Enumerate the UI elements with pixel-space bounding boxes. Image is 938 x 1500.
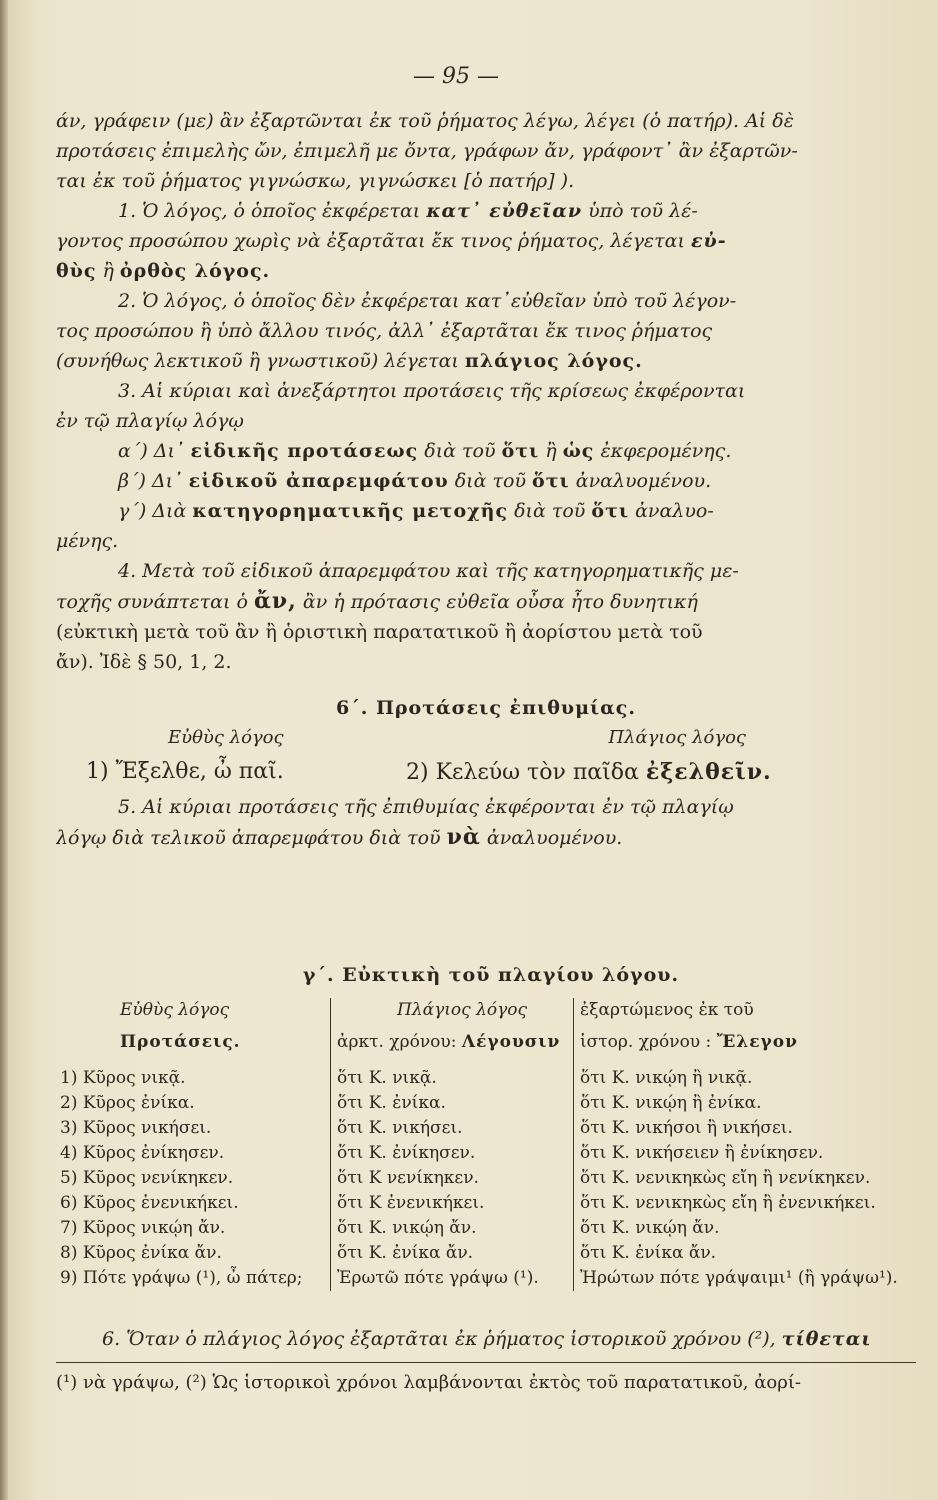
table-row: 6) Κῦρος ἐνενικήκει.	[60, 1193, 239, 1213]
table-columns	[56, 998, 926, 1291]
text-span: ἂν ἡ πρότασις εὐθεῖα οὖσα ἦτο δυνητική	[302, 591, 698, 613]
text-span: Πλάγιος λόγος	[397, 1000, 527, 1020]
table-row: ὅτι Κ ἐνενικήκει.	[337, 1193, 485, 1213]
text-span: διὰ τοῦ	[514, 500, 586, 522]
bold-term: Λέγουσιν	[461, 1032, 561, 1052]
text-span: ὑπὸ τοῦ λέ-	[588, 200, 698, 222]
text-span: ἀναλυο-	[635, 500, 714, 522]
text-span: λόγῳ διὰ τελικοῦ ἀπαρεμφάτου διὰ τοῦ	[56, 827, 441, 849]
text-line: ται ἐκ τοῦ ῥήματος γιγνώσκω, γιγνώσκει [ὁ πατήρ] ).	[56, 170, 575, 192]
bold-term: εὐ-	[690, 230, 727, 252]
bold-term: κατ᾿ εὐθεῖαν	[426, 200, 583, 222]
text-span: ἢ	[102, 260, 114, 282]
text-line: άν, γράφειν (με) ἂν ἐξαρτῶνται ἐκ τοῦ ῥήματος λέγω, λέγει (ὁ πατήρ). Αἱ δὲ	[56, 110, 794, 132]
column-primary-tense	[331, 998, 574, 1291]
text-line: προτάσεις ἐπιμελὴς ὤν, ἐπιμελῆ με ὄντα, γράφων ἄν, γράφοντ᾿ ἂν ἐξαρτῶν-	[56, 140, 798, 162]
table-row: ὅτι Κ. νενικηκὼς εἴη ἢ ἐνενικήκει.	[580, 1193, 876, 1213]
table-row: 1) Κῦρος νικᾷ.	[60, 1068, 186, 1088]
table-row: ὅτι Κ. νικήσοι ἢ νικήσει.	[580, 1118, 793, 1138]
table-row: 7) Κῦρος νικῴη ἄν.	[60, 1218, 226, 1238]
paragraph-4-line	[56, 586, 916, 617]
bold-term: ὅτι	[532, 470, 570, 492]
bold-term: τίθεται	[781, 1328, 872, 1350]
table-row: ὅτι Κ. ἐνίκησεν.	[337, 1143, 476, 1163]
bold-term: Ἔλεγον	[716, 1032, 798, 1052]
case-gamma	[56, 496, 916, 526]
table-row: 5) Κῦρος νενίκηκεν.	[60, 1168, 234, 1188]
column-subhead: Προτάσεις.	[120, 1032, 241, 1052]
paragraph-5-line: 5. Αἱ κύριαι προτάσεις τῆς ἐπιθυμίας ἐκφέρονται ἐν τῷ πλαγίῳ	[118, 796, 734, 818]
text-span: γ΄) Διὰ	[118, 500, 187, 522]
text-span: 6. Ὅταν ὁ πλάγιος λόγος ἐξαρτᾶται ἐκ ῥήματος ἱστορικοῦ χρόνου (²),	[102, 1328, 776, 1350]
column-subhead	[337, 1030, 573, 1066]
bold-term: θὺς	[56, 260, 97, 282]
example-right	[406, 757, 772, 788]
column-head: ἐξαρτώμενος ἐκ τοῦ	[580, 1000, 754, 1020]
head-left: Εὐθὺς λόγος	[168, 727, 284, 748]
text-span: 2) Κελεύω τὸν παῖδα	[406, 760, 639, 785]
column-head	[337, 998, 573, 1030]
paragraph-2-line: τος προσώπου ἢ ὑπὸ ἄλλου τινός, ἀλλ᾿ ἐξαρτᾶται ἔκ τινος ῥήματος	[56, 320, 713, 342]
text-span: (συνήθως λεκτικοῦ ἢ γνωστικοῦ) λέγεται	[56, 350, 459, 372]
paragraph-1-line	[56, 196, 916, 226]
paragraph-5-line	[56, 822, 916, 853]
bold-term: ὅτι	[591, 500, 630, 522]
page-number: — 95 —	[413, 64, 499, 89]
column-head: Εὐθὺς λόγος	[120, 1000, 230, 1020]
table-row: ὅτι Κ. νικᾷ.	[337, 1068, 437, 1088]
case-alpha	[56, 436, 916, 466]
text-span: διὰ τοῦ	[424, 440, 496, 462]
bold-term: εἰδικῆς προτάσεως	[190, 440, 419, 462]
table-row: ὅτι Κ. νικῴη ἢ νικᾷ.	[580, 1068, 753, 1088]
paragraph-3-line: 3. Αἱ κύριαι καὶ ἀνεξάρτητοι προτάσεις τῆς κρίσεως ἐκφέρονται	[118, 380, 746, 402]
table-row: ὅτι Κ. ἐνίκα ἄν.	[580, 1243, 717, 1263]
paragraph-4-line: ἄν). Ἰδὲ § 50, 1, 2.	[56, 651, 232, 673]
optative-table	[56, 964, 926, 1291]
section-b-title: 6΄. Προτάσεις ἐπιθυμίας.	[336, 697, 636, 719]
table-row: ὅτι Κ. ἐνίκα ἄν.	[337, 1243, 474, 1263]
bold-term: ὀρθὸς λόγος.	[119, 260, 271, 282]
table-row: 3) Κῦρος νικήσει.	[60, 1118, 212, 1138]
main-text	[56, 62, 916, 853]
text-span: β΄) Δι᾿	[118, 470, 183, 492]
text-span: ἀναλυομένου.	[486, 827, 623, 849]
paragraph-1-line	[56, 256, 916, 286]
paragraph-1-line	[56, 226, 916, 256]
bold-term: ἐξελθεῖν.	[645, 759, 772, 785]
case-gamma-cont: μένης.	[56, 530, 119, 552]
paragraph-4-line: (εὐκτικὴ μετὰ τοῦ ἂν ἢ ὁριστικὴ παρατατικοῦ ἢ ἀορίστου μετὰ τοῦ	[56, 621, 703, 643]
head-right: Πλάγιος λόγος	[608, 727, 746, 748]
column-historic-tense	[574, 998, 920, 1291]
text-span: ἐκφερομένης.	[600, 440, 732, 462]
table-row: Ἠρώτων πότε γράψαιμι¹ (ἢ γράψω¹).	[580, 1268, 898, 1288]
paragraph-4-line: 4. Μετὰ τοῦ εἰδικοῦ ἀπαρεμφάτου καὶ τῆς κατηγορηματικῆς με-	[118, 560, 739, 582]
table-row: ὅτι Κ. νικήσει.	[337, 1118, 463, 1138]
table-row: ὅτι Κ. νικῴη ἄν.	[580, 1218, 720, 1238]
table-row: ὅτι Κ. νικῴη ἄν.	[337, 1218, 477, 1238]
paragraph-2-line: 2. Ὁ λόγος, ὁ ὁποῖος δὲν ἐκφέρεται κατ᾿εὐθεῖαν ὑπὸ τοῦ λέγον-	[118, 290, 737, 312]
bold-term: ὅτι	[501, 440, 540, 462]
example-row	[56, 757, 916, 788]
text-span: ἱστορ. χρόνου :	[580, 1032, 712, 1052]
paragraph-6-line	[56, 1324, 926, 1354]
table-row: 9) Πότε γράψω (¹), ὦ πάτερ;	[60, 1268, 303, 1288]
table-row: 8) Κῦρος ἐνίκα ἄν.	[60, 1243, 222, 1263]
text-span: τοχῆς συνάπτεται ὁ	[56, 591, 248, 613]
paragraph-3-line: ἐν τῷ πλαγίῳ λόγῳ	[56, 410, 244, 432]
section-c-title: γ΄. Εὐκτικὴ τοῦ πλαγίου λόγου.	[302, 964, 680, 986]
paragraph-2-line	[56, 346, 916, 376]
bold-term: ἄν,	[253, 588, 297, 614]
table-row: Ἐρωτῶ πότε γράψω (¹).	[337, 1268, 539, 1288]
table-row: ὅτι Κ. νικήσειεν ἢ ἐνίκησεν.	[580, 1143, 824, 1163]
table-row: ὅτι Κ. ἐνίκα.	[337, 1093, 446, 1113]
table-row: ὅτι Κ νενίκηκεν.	[337, 1168, 479, 1188]
example-left: 1) Ἔξελθε, ὦ παῖ.	[86, 759, 284, 784]
case-beta	[56, 466, 916, 496]
text-span: 1. Ὁ λόγος, ὁ ὁποῖος ἐκφέρεται	[118, 200, 421, 222]
bold-term: κατηγορηματικῆς μετοχῆς	[192, 500, 509, 522]
column-direct	[56, 998, 331, 1291]
bold-term: νὰ	[446, 824, 481, 850]
text-span: α΄) Δι᾿	[118, 440, 185, 462]
footnote: (¹) νὰ γράψω, (²) Ὡς ἱστορικοὶ χρόνοι λαμβάνονται ἐκτὸς τοῦ παρατατικοῦ, ἀορί-	[56, 1372, 801, 1393]
table-row: 4) Κῦρος ἐνίκησεν.	[60, 1143, 225, 1163]
table-row: ὅτι Κ. νικῴη ἢ ἐνίκα.	[580, 1093, 762, 1113]
table-row: 2) Κῦρος ἐνίκα.	[60, 1093, 195, 1113]
book-spine-shadow	[0, 0, 8, 1500]
text-span: ἀρκτ. χρόνου:	[337, 1032, 457, 1052]
footnote-divider	[56, 1362, 916, 1363]
bold-term: πλάγιος λόγος.	[464, 350, 643, 372]
text-span: ἢ	[545, 440, 557, 462]
text-span: ἀναλυομένου.	[575, 470, 712, 492]
bold-term: ὡς	[562, 440, 595, 462]
column-subhead	[580, 1030, 920, 1066]
table-row: ὅτι Κ. νενικηκὼς εἴη ἢ νενίκηκεν.	[580, 1168, 871, 1188]
section-b-heads	[56, 723, 916, 753]
text-span: διὰ τοῦ	[454, 470, 526, 492]
text-span: γοντος προσώπου χωρὶς νὰ ἐξαρτᾶται ἔκ τινος ῥήματος, λέγεται	[56, 230, 685, 252]
bold-term: εἰδικοῦ ἀπαρεμφάτου	[188, 470, 449, 492]
